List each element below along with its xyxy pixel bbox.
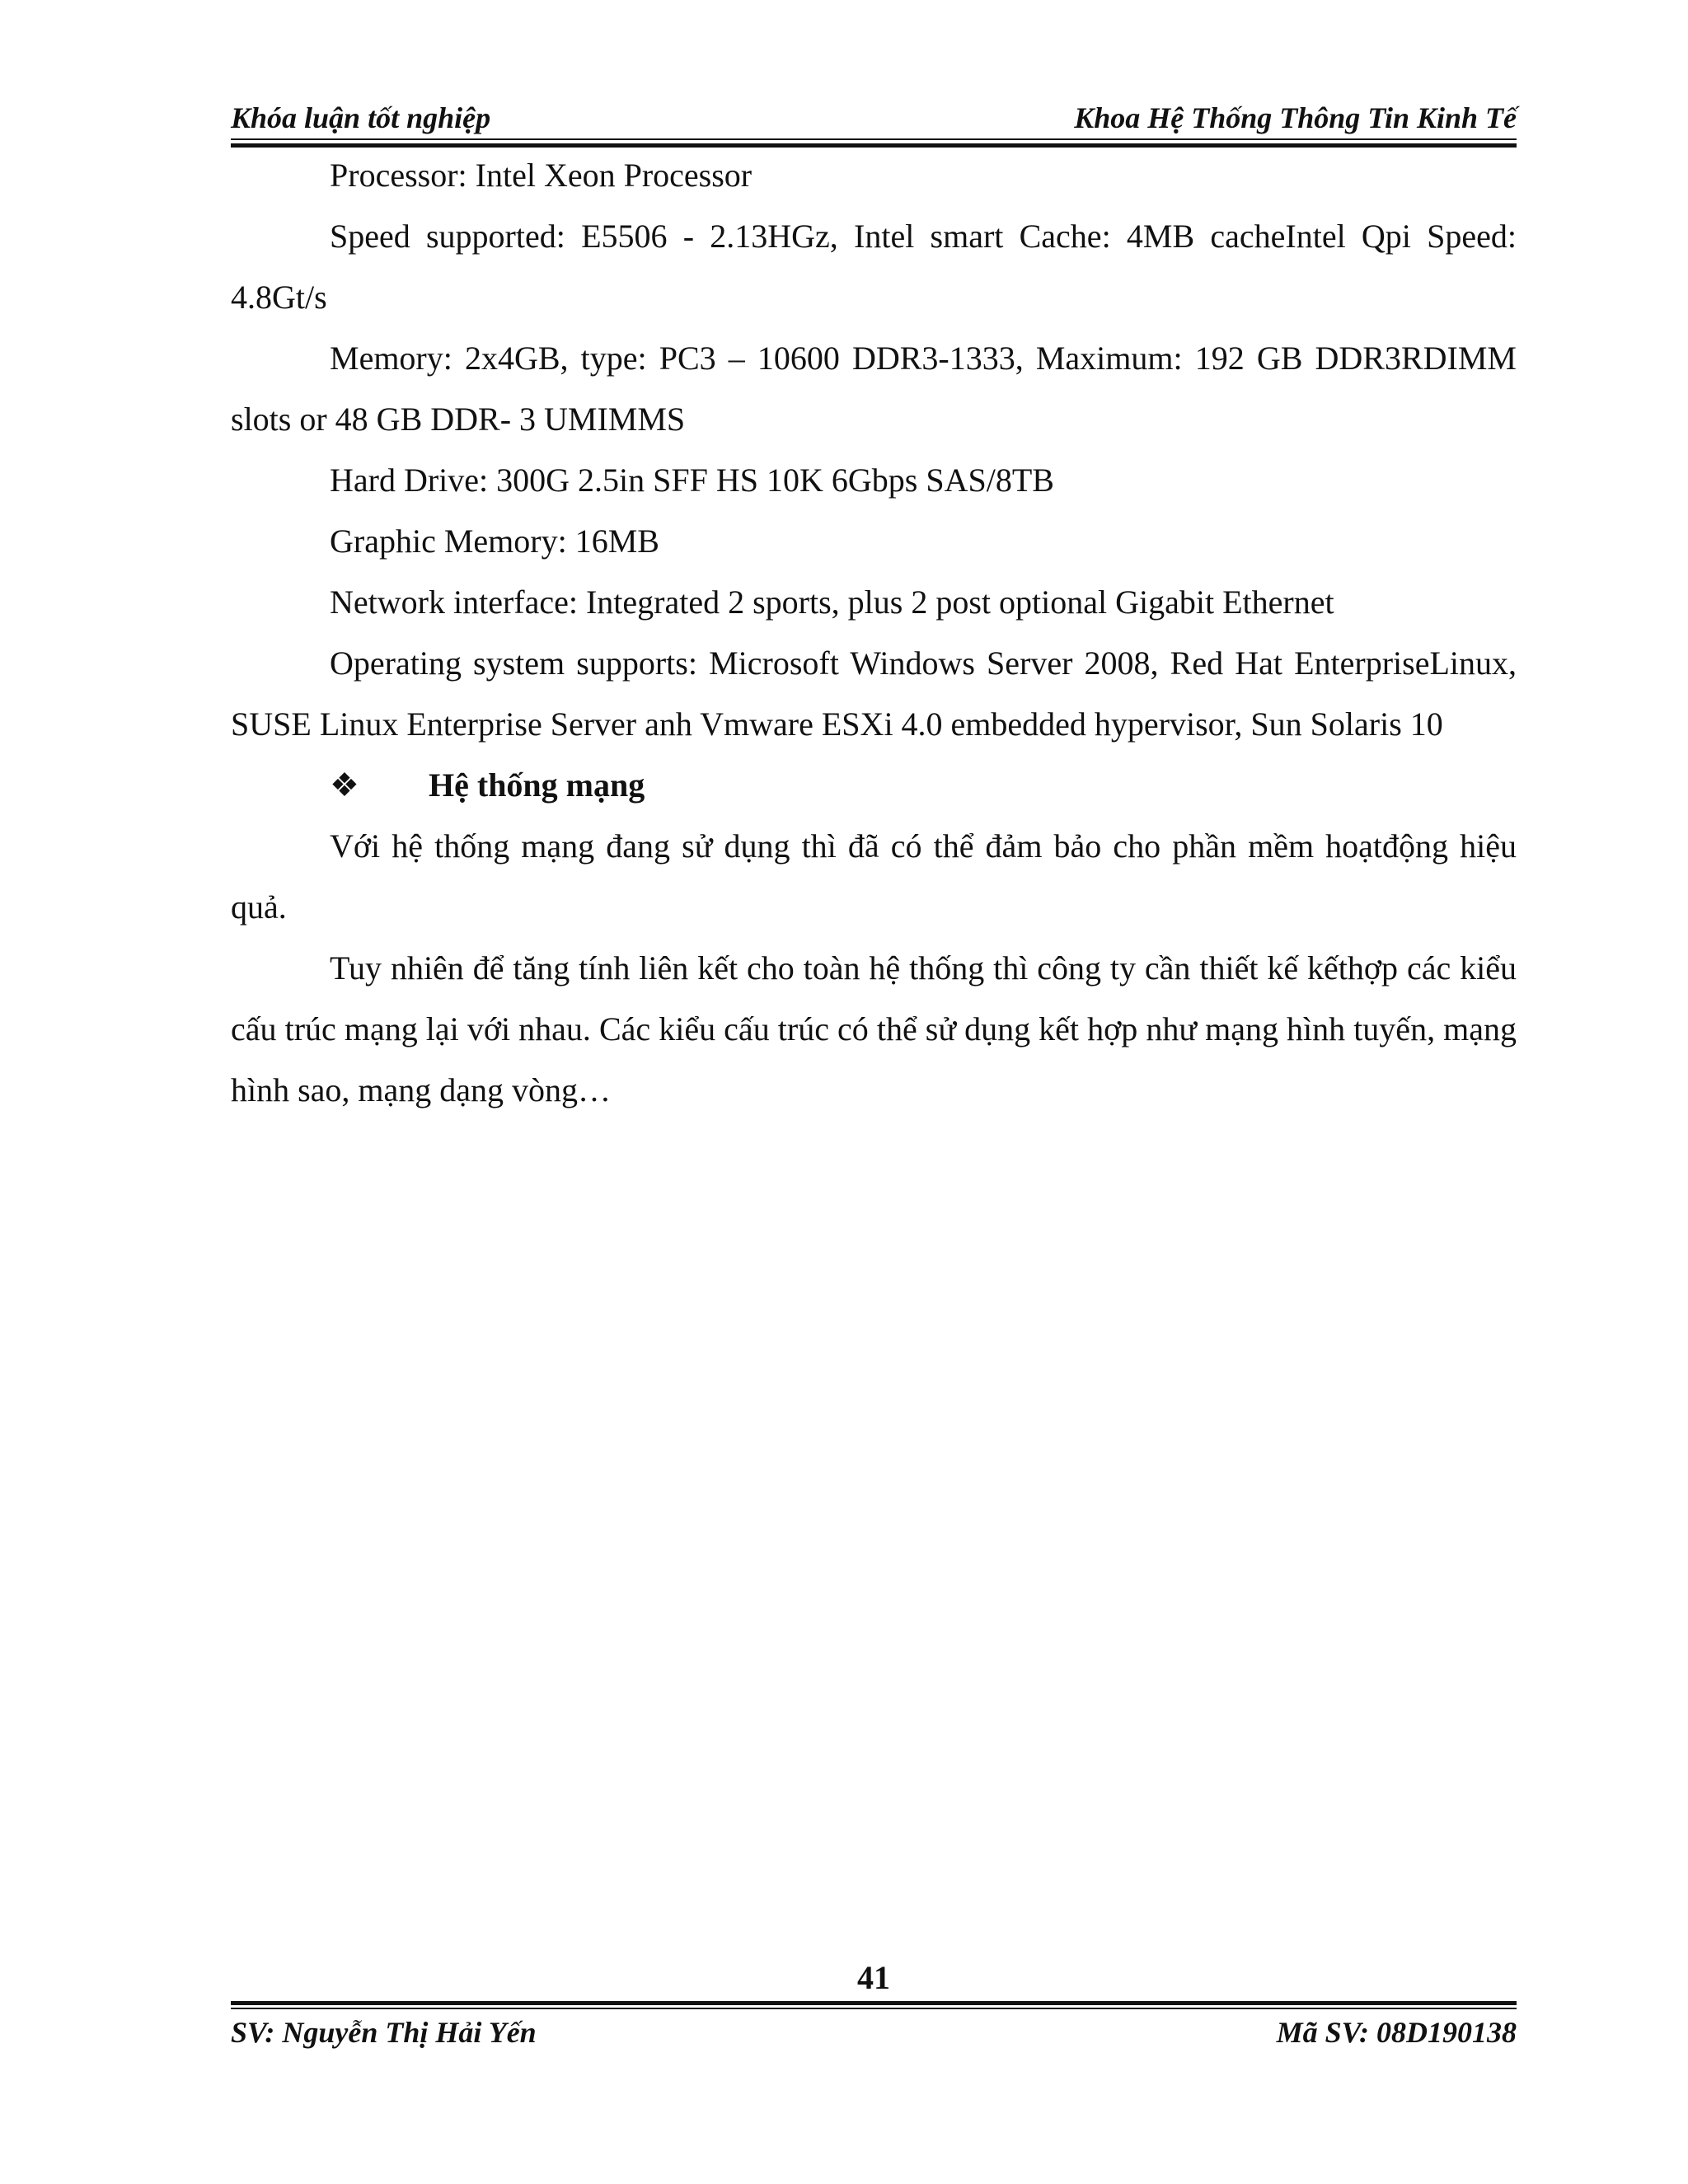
- header-faculty-name: Khoa Hệ Thống Thông Tin Kinh Tế: [1074, 101, 1517, 134]
- page-body: [231, 145, 1517, 1121]
- processor-line: Processor: Intel Xeon Processor: [330, 157, 753, 194]
- diamond-bullet-icon: ❖: [330, 766, 359, 804]
- page-number: 41: [857, 1959, 890, 1996]
- footer-student-name: SV: Nguyễn Thị Hải Yến: [231, 2016, 537, 2049]
- graphic-memory-line: Graphic Memory: 16MB: [330, 523, 659, 560]
- section-heading-text: Hệ thống mạng: [429, 766, 645, 804]
- header-rule-thin: [231, 138, 1517, 140]
- network-interface-line: Network interface: Integrated 2 sports, plus 2 post optional Gigabit Ethernet: [330, 583, 1334, 621]
- page-footer: [231, 2009, 1517, 2055]
- header-thesis-title: Khóa luận tốt nghiệp: [231, 101, 491, 134]
- speed-paragraph: Speed supported: E5506 - 2.13HGz, Intel smart Cache: 4MB cacheIntel Qpi Speed: 4.8Gt/s: [231, 218, 1517, 316]
- footer-rule-thick: [231, 2001, 1517, 2005]
- network-paragraph-2: Tuy nhiên để tăng tính liên kết cho toàn hệ thống thì công ty cần thiết kế kếthợp các kiểu cấu trúc mạng lại với nhau. Các kiểu cấu trúc có thể sử dụng kết hợp như mạng hình tuyến, mạng hình sao, mạng dạng vòng…: [231, 949, 1517, 1108]
- hard-drive-line: Hard Drive: 300G 2.5in SFF HS 10K 6Gbps SAS/8TB: [330, 462, 1054, 499]
- memory-paragraph: Memory: 2x4GB, type: PC3 – 10600 DDR3-1333, Maximum: 192 GB DDR3RDIMM slots or 48 GB DDR- 3 UMIMMS: [231, 340, 1517, 438]
- operating-system-paragraph: Operating system supports: Microsoft Windows Server 2008, Red Hat EnterpriseLinux, SUSE Linux Enterprise Server anh Vmware ESXi 4.0 embedded hypervisor, Sun Solaris 10: [231, 644, 1517, 743]
- page-header: [231, 97, 1517, 138]
- section-heading: [231, 755, 1517, 816]
- footer-student-id: Mã SV: 08D190138: [1276, 2016, 1517, 2049]
- network-paragraph-1: Với hệ thống mạng đang sử dụng thì đã có thể đảm bảo cho phần mềm hoạtđộng hiệu quả.: [231, 827, 1517, 926]
